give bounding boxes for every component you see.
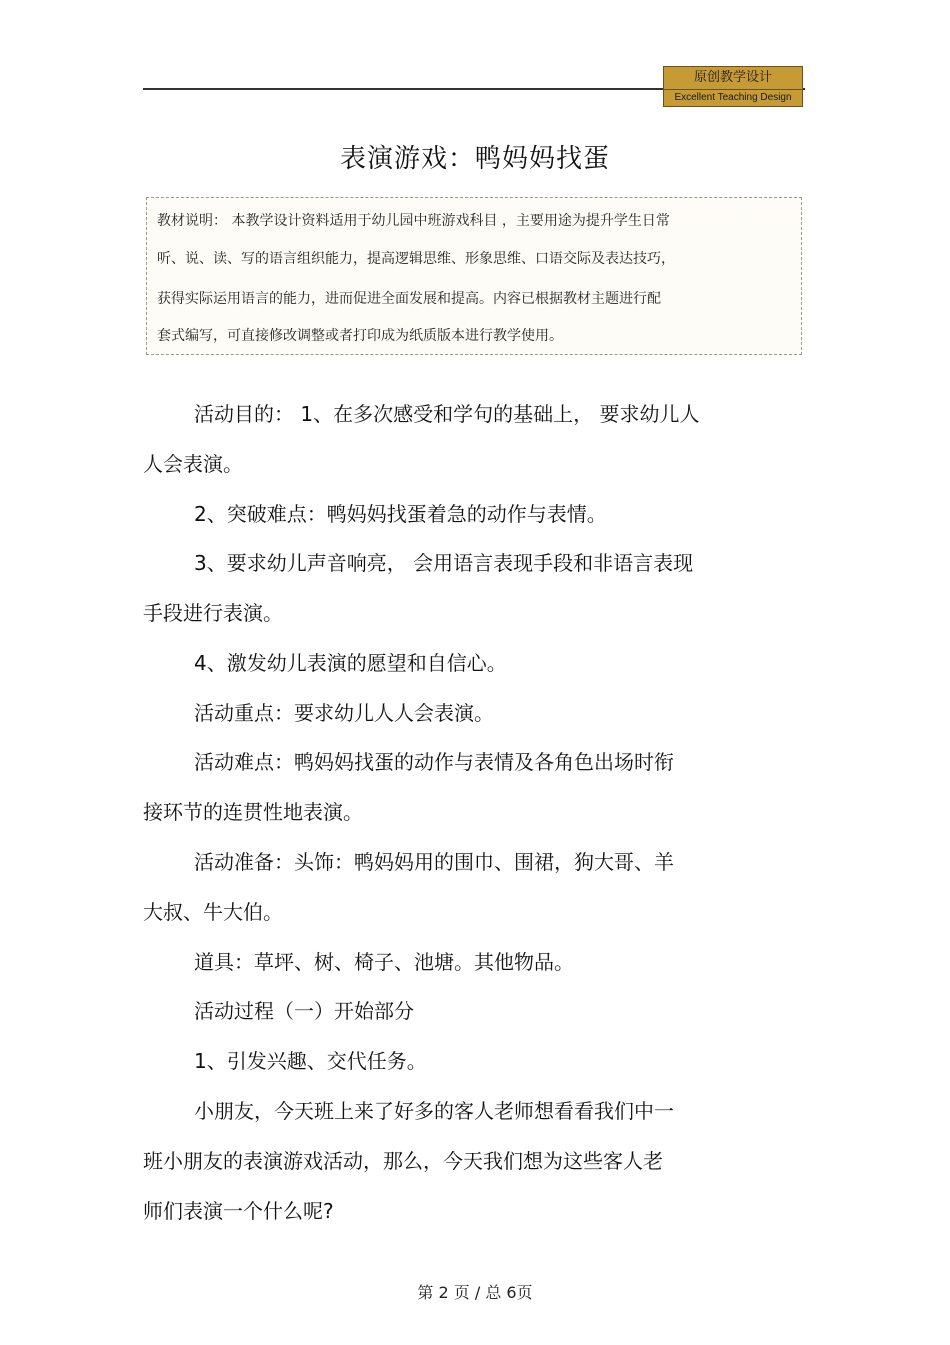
body-line: 班小朋友的表演游戏活动，那么，今天我们想为这些客人老 bbox=[143, 1149, 663, 1173]
notice-line: 听、说、读、写的语言组织能力，提高逻辑思维、形象思维、口语交际及表达技巧， bbox=[157, 251, 675, 267]
body-line: 道具：草坪、树、椅子、池塘。其他物品。 bbox=[194, 950, 574, 974]
header-badge bbox=[663, 66, 803, 107]
body-line: 4、激发幼儿表演的愿望和自信心。 bbox=[194, 651, 507, 675]
body-line: 师们表演一个什么呢? bbox=[143, 1199, 334, 1223]
body-line: 活动难点：鸭妈妈找蛋的动作与表情及各角色出场时衔 bbox=[194, 750, 674, 774]
body-line: 1、引发兴趣、交代任务。 bbox=[194, 1049, 427, 1073]
notice-line: 获得实际运用语言的能力，进而促进全面发展和提高。内容已根据教材主题进行配 bbox=[157, 291, 661, 307]
body-line: 3、要求幼儿声音响亮， 会用语言表现手段和非语言表现 bbox=[194, 551, 694, 575]
body-line: 2、突破难点：鸭妈妈找蛋着急的动作与表情。 bbox=[194, 502, 607, 526]
notice-line: 教材说明： 本教学设计资料适用于幼儿园中班游戏科目 ，主要用途为提升学生日常 bbox=[157, 213, 670, 229]
body-line: 手段进行表演。 bbox=[143, 601, 283, 625]
badge-english-label: Excellent Teaching Design bbox=[663, 90, 803, 107]
body-line: 接环节的连贯性地表演。 bbox=[143, 800, 363, 824]
document-title: 表演游戏：鸭妈妈找蛋 bbox=[339, 144, 610, 174]
body-line: 小朋友，今天班上来了好多的客人老师想看看我们中一 bbox=[194, 1099, 674, 1123]
notice-line: 套式编写，可直接修改调整或者打印成为纸质版本进行教学使用。 bbox=[157, 328, 563, 344]
body-line: 活动重点：要求幼儿人人会表演。 bbox=[194, 701, 494, 725]
body-line: 活动目的： 1、在多次感受和学句的基础上， 要求幼儿人 bbox=[194, 402, 700, 426]
body-line: 活动过程（一）开始部分 bbox=[194, 999, 414, 1023]
material-notice-box bbox=[146, 197, 802, 355]
body-line: 活动准备：头饰：鸭妈妈用的围巾、围裙，狗大哥、羊 bbox=[194, 850, 674, 874]
badge-chinese-label: 原创教学设计 bbox=[663, 66, 803, 90]
page-footer: 第 2 页 / 总 6页 bbox=[417, 1283, 533, 1302]
body-line: 大叔、牛大伯。 bbox=[143, 900, 283, 924]
body-line: 人会表演。 bbox=[143, 452, 243, 476]
